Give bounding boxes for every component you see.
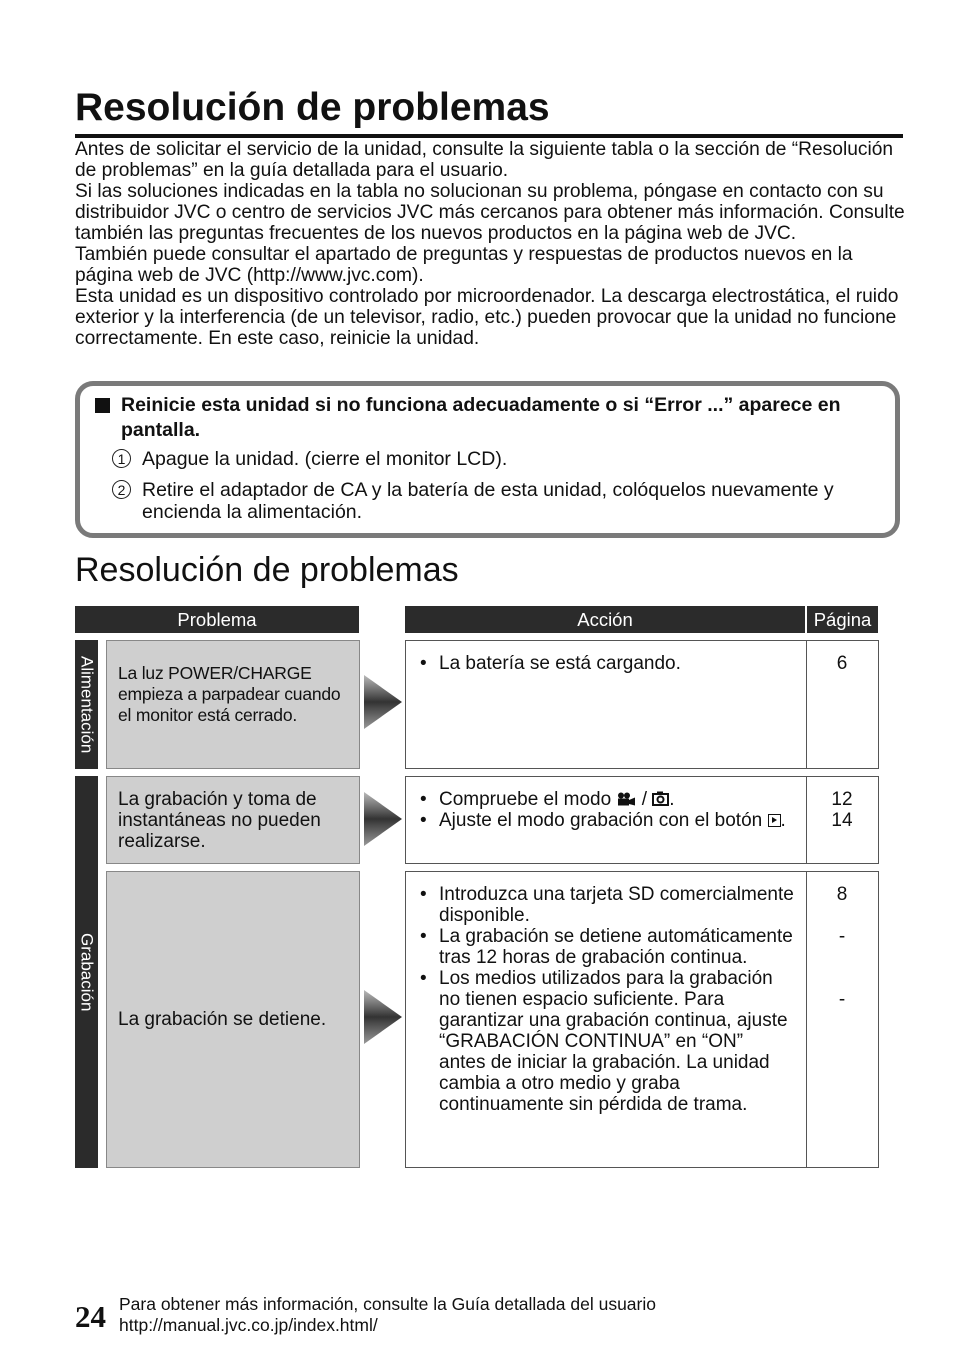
- intro-paragraph: También puede consultar el apartado de preguntas y respuestas de productos nuevos en la página web de JVC (http://www.jvc.com).: [75, 244, 853, 286]
- action-text: Compruebe el modo: [439, 789, 612, 810]
- action-item: • Los medios utilizados para la grabación no tienen espacio suficiente. Para garantizar una grabación continua, ajuste “GRABACIÓN CONTINUA” en “ON” antes de iniciar la grabación. La unidad cambia a otro medio y graba continuamente sin pérdida de trama.: [418, 968, 794, 1115]
- action-text: .: [669, 789, 675, 810]
- action-cell: [405, 871, 807, 1168]
- footer-note: [119, 1294, 656, 1336]
- arrow-right-icon: [362, 792, 402, 846]
- page-ref: -: [838, 989, 846, 1010]
- problem-cell: La grabación y toma de instantáneas no pueden realizarse.: [106, 776, 360, 864]
- intro-paragraph: Antes de solicitar el servicio de la unidad, consulte la siguiente tabla o la sección de “Resolución de problemas” en la guía detallada para el usuario.: [75, 139, 894, 181]
- page-title: Resolución de problemas: [75, 84, 903, 138]
- reset-step-2: [112, 479, 882, 523]
- group-label-recording: [75, 776, 98, 1168]
- page-cell: [806, 776, 879, 864]
- table-title: Resolución de problemas: [75, 551, 459, 589]
- step-text: Apague la unidad. (cierre el monitor LCD).: [142, 448, 508, 470]
- reset-heading: Reinicie esta unidad si no funciona adecuadamente o si “Error ...” aparece en pantalla.: [121, 394, 841, 441]
- page-number: 24: [75, 1299, 106, 1334]
- problem-text: La grabación se detiene.: [118, 1009, 327, 1030]
- action-item: • Introduzca una tarjeta SD comercialmente disponible.: [418, 884, 794, 926]
- action-text: .: [780, 810, 786, 831]
- action-text: Ajuste el modo grabación con el botón: [439, 810, 763, 831]
- page-cell: [806, 871, 879, 1168]
- circled-number-icon: 2: [112, 480, 131, 499]
- step-text: Retire el adaptador de CA y la batería de esta unidad, colóquelos nuevamente y encienda la alimentación.: [142, 479, 834, 523]
- page-ref: -: [838, 926, 846, 947]
- action-item: [418, 789, 794, 810]
- action-item: • La batería se está cargando.: [418, 653, 794, 674]
- header-page: Página: [807, 606, 878, 633]
- page-ref: 6: [836, 653, 848, 674]
- group-label-text: Alimentación: [77, 655, 97, 754]
- action-item: • La grabación se detiene automáticamente tras 12 horas de grabación continua.: [418, 926, 794, 968]
- reset-step-1: [112, 448, 882, 470]
- page-ref: 12: [831, 789, 853, 810]
- group-label-text: Grabación: [77, 932, 97, 1012]
- action-text: /: [641, 789, 647, 810]
- header-action: Acción: [405, 606, 805, 633]
- arrow-right-icon: [362, 990, 402, 1044]
- movie-mode-icon: [616, 792, 636, 806]
- action-item: [418, 810, 794, 831]
- still-camera-icon: [652, 791, 669, 806]
- page-ref: 8: [836, 884, 848, 905]
- arrow-right-icon: [362, 675, 402, 729]
- play-button-icon: [768, 814, 781, 827]
- problem-cell: [106, 871, 360, 1168]
- page-ref: 14: [831, 810, 853, 831]
- page-cell: [806, 640, 879, 769]
- footer-line: Para obtener más información, consulte la Guía detallada del usuario: [119, 1294, 656, 1314]
- problem-cell: La luz POWER/CHARGE empieza a parpadear cuando el monitor está cerrado.: [106, 640, 360, 769]
- footer-url: http://manual.jvc.co.jp/index.html/: [119, 1315, 378, 1335]
- circled-number-icon: 1: [112, 449, 131, 468]
- header-problem: Problema: [75, 606, 359, 633]
- group-label-power: [75, 640, 98, 769]
- intro-paragraph: Esta unidad es un dispositivo controlado por microordenador. La descarga electrostática, el ruido exterior y la interferencia (de un televisor, radio, etc.) pueden provocar que la unidad no funcione correctamente. En este caso, reinicie la unidad.: [75, 286, 899, 349]
- intro-paragraph: Si las soluciones indicadas en la tabla no solucionan su problema, póngase en contacto con su distribuidor JVC o centro de servicios JVC más cercanos para obtener más información. Consulte también las preguntas frecuentes de los nuevos productos en la página web de JVC.: [75, 181, 905, 244]
- action-cell: [405, 640, 807, 769]
- intro-text: [75, 139, 905, 349]
- action-cell: [405, 776, 807, 864]
